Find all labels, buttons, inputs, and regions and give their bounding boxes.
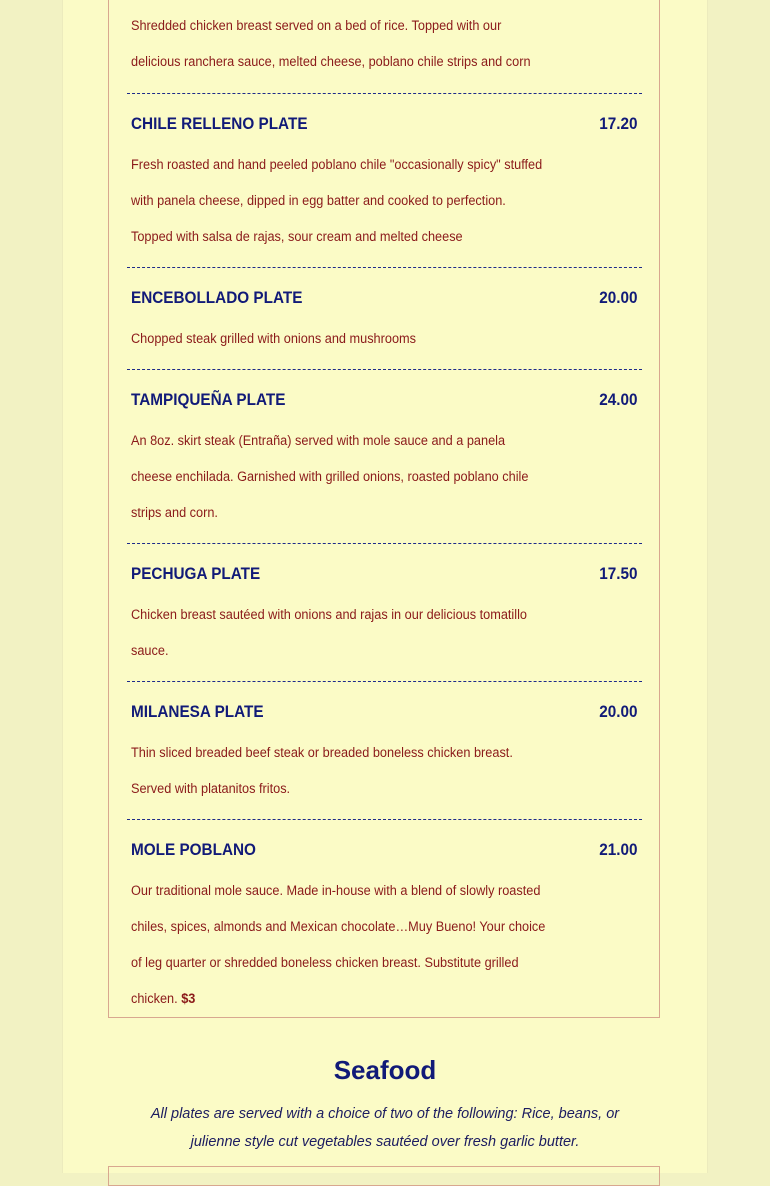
item-description: An 8oz. skirt steak (Entraña) served with mole sauce and a panela cheese enchilada. Garnished with grilled onions, roasted poblano chile strips and corn. <box>131 433 529 520</box>
item-price: 20.00 <box>599 288 638 307</box>
item-name: MILANESA PLATE <box>131 702 264 721</box>
menu-item-tampiquena <box>127 369 642 543</box>
item-description: Chicken breast sautéed with onions and rajas in our delicious tomatillo sauce. <box>131 607 528 658</box>
item-price: 17.20 <box>599 114 638 133</box>
item-name: TAMPIQUEÑA PLATE <box>131 390 286 409</box>
item-description: Fresh roasted and hand peeled poblano chile "occasionally spicy" stuffed with panela cheese, dipped in egg batter and cooked to perfection. Topped with salsa de rajas, sour cream and melted cheese <box>131 157 543 244</box>
item-price: 17.50 <box>599 564 638 583</box>
item-description: Shredded chicken breast served on a bed of rice. Topped with our delicious ranchera sauce, melted cheese, poblano chile strips and corn <box>131 18 531 69</box>
item-price: 21.00 <box>599 840 638 859</box>
item-description: Thin sliced breaded beef steak or breaded boneless chicken breast. Served with platanitos fritos. <box>131 745 513 796</box>
section-subtitle: All plates are served with a choice of two of the following: Rice, beans, or julienne style cut vegetables sautéed over fresh garlic butter. <box>150 1106 620 1150</box>
seafood-menu-box <box>108 1166 660 1186</box>
section-title-seafood: Seafood <box>333 1055 437 1085</box>
item-description: Our traditional mole sauce. Made in-house with a blend of slowly roasted chiles, spices, almonds and Mexican chocolate…Muy Bueno! Your choice of leg quarter or shredded boneless chicken breast. Substitute grilled chicken. $3 <box>131 883 546 1006</box>
item-name: CHILE RELLENO PLATE <box>131 114 308 133</box>
menu-item-pechuga <box>127 543 642 681</box>
menu-item-encebollado <box>127 267 642 369</box>
item-name: MOLE POBLANO <box>131 840 256 859</box>
menu-item-chile-relleno <box>127 93 642 267</box>
item-description: Chopped steak grilled with onions and mushrooms <box>131 331 416 346</box>
item-name: ENCEBOLLADO PLATE <box>131 288 303 307</box>
menu-item-mole-poblano <box>127 819 642 1018</box>
item-name: PECHUGA PLATE <box>131 564 261 583</box>
item-price: 24.00 <box>599 390 638 409</box>
substitute-price: $3 <box>181 991 196 1006</box>
menu-item-milanesa <box>127 681 642 819</box>
item-price: 20.00 <box>599 702 638 721</box>
menu-item-continued <box>127 0 642 93</box>
